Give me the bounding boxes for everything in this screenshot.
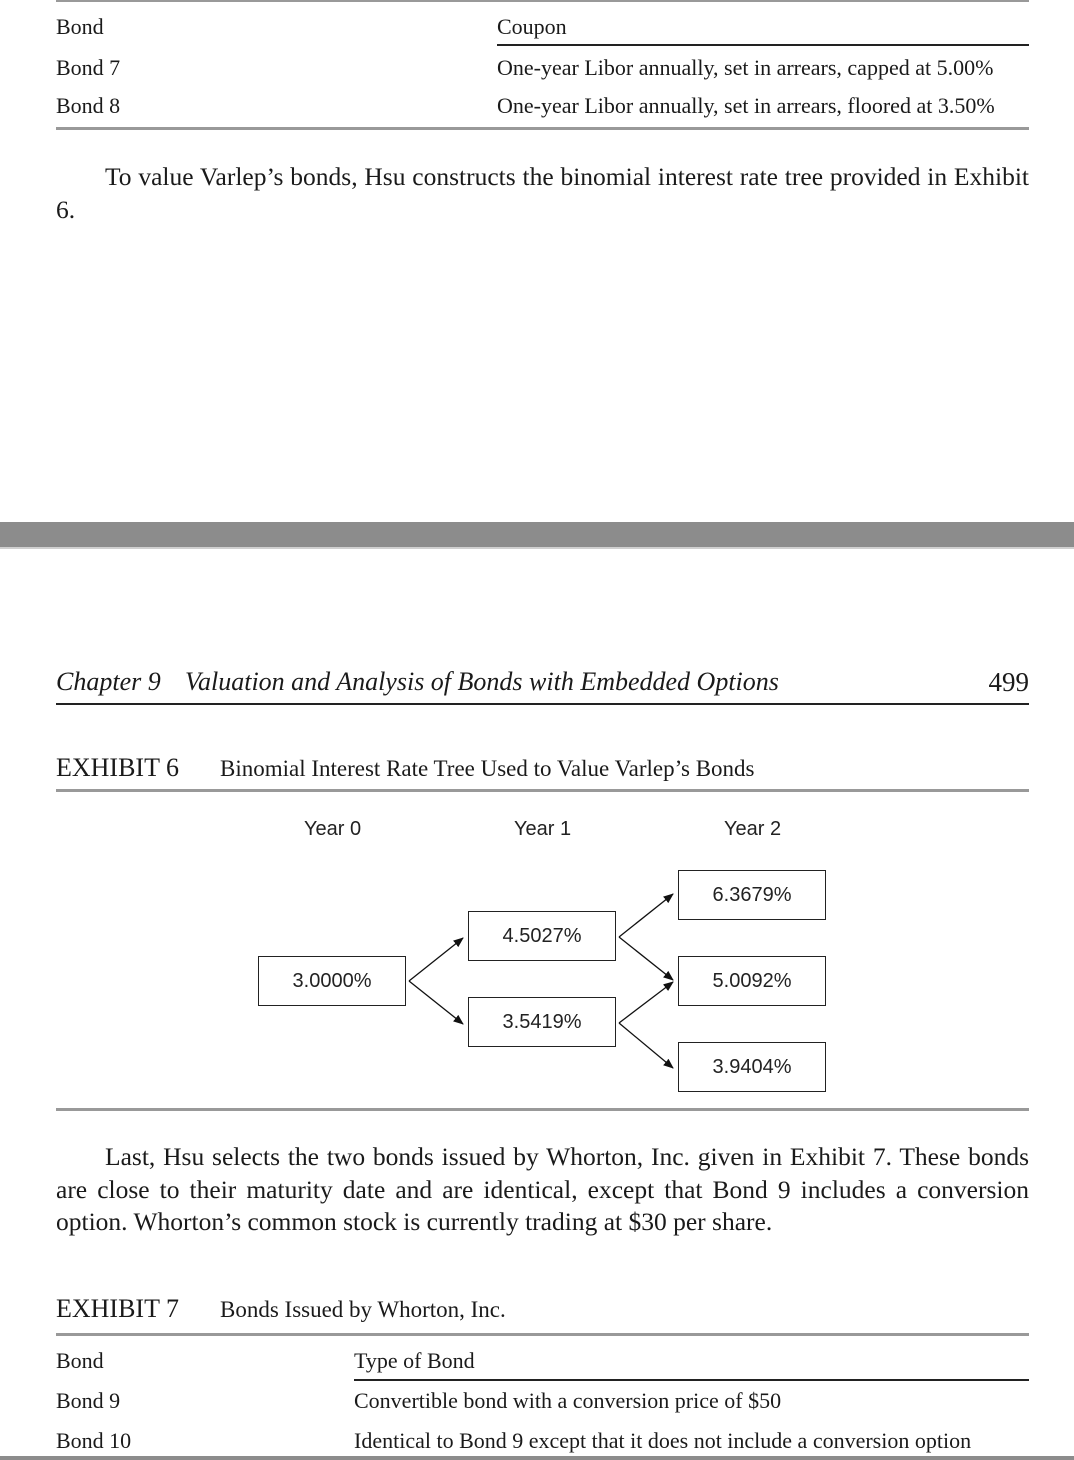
tree-arrow-1u-down — [619, 937, 673, 980]
top-table-header-coupon: Coupon — [497, 14, 567, 39]
tree-arrow-1d-up — [619, 982, 673, 1023]
tree-node-year0: 3.0000% — [258, 956, 406, 1006]
tree-arrow-1d-down — [619, 1023, 673, 1068]
exhibit-6-label: EXHIBIT 6 — [56, 753, 180, 782]
exhibit-7-header-type: Type of Bond — [354, 1348, 475, 1373]
bottom-page-edge — [0, 1456, 1074, 1460]
top-table-header-bond: Bond — [56, 14, 104, 39]
table-row-bond8-coupon: One-year Libor annually, set in arrears, floored at 3.50% — [497, 93, 995, 118]
exhibit-6-rule-bottom — [56, 1108, 1029, 1111]
table-row-bond7-name: Bond 7 — [56, 55, 121, 80]
tree-node-year2-down: 3.9404% — [678, 1042, 826, 1092]
table-row-bond8-name: Bond 8 — [56, 93, 121, 118]
table-row-bond10-type: Identical to Bond 9 except that it does not include a conversion option — [354, 1428, 972, 1453]
tree-arrow-1u-up — [619, 894, 673, 937]
exhibit-7-label: EXHIBIT 7 — [56, 1294, 180, 1323]
tree-arrow-0-down — [409, 981, 463, 1024]
table-row-bond9-type: Convertible bond with a conversion price of $50 — [354, 1388, 782, 1413]
table-row-bond9-name: Bond 9 — [56, 1388, 121, 1413]
exhibit-7-header-bond: Bond — [56, 1348, 104, 1373]
year-1-label: Year 1 — [514, 818, 572, 840]
paragraph-whorton: Last, Hsu selects the two bonds issued by Whorton, Inc. given in Exhibit 7. These bonds are close to their maturity date and are identical, except that Bond 9 includes a conversion option. Whorton’s common stock is currently trading at $30 per share. — [56, 1142, 1029, 1236]
page-number: 499 — [988, 667, 1029, 697]
exhibit-7-title: Bonds Issued by Whorton, Inc. — [220, 1297, 506, 1322]
exhibit-6-title: Binomial Interest Rate Tree Used to Value Varlep’s Bonds — [220, 756, 755, 781]
exhibit-7-rule-top — [56, 1333, 1029, 1336]
year-2-label: Year 2 — [724, 818, 782, 840]
tree-node-year2-mid: 5.0092% — [678, 956, 826, 1006]
paragraph-varlep: To value Varlep’s bonds, Hsu constructs the binomial interest rate tree provided in Exhibit 6. — [56, 162, 1029, 224]
table-row-bond10-name: Bond 10 — [56, 1428, 132, 1453]
tree-node-year1-down: 3.5419% — [468, 997, 616, 1047]
tree-arrow-0-up — [409, 938, 463, 981]
exhibit-7-header-rule — [354, 1379, 1029, 1381]
tree-node-year2-up: 6.3679% — [678, 870, 826, 920]
year-0-label: Year 0 — [304, 818, 362, 840]
chapter-title: Valuation and Analysis of Bonds with Embedded Options — [185, 667, 779, 696]
tree-node-year1-up: 4.5027% — [468, 911, 616, 961]
chapter-label: Chapter 9 — [56, 667, 161, 696]
table-row-bond7-coupon: One-year Libor annually, set in arrears, capped at 5.00% — [497, 55, 994, 80]
